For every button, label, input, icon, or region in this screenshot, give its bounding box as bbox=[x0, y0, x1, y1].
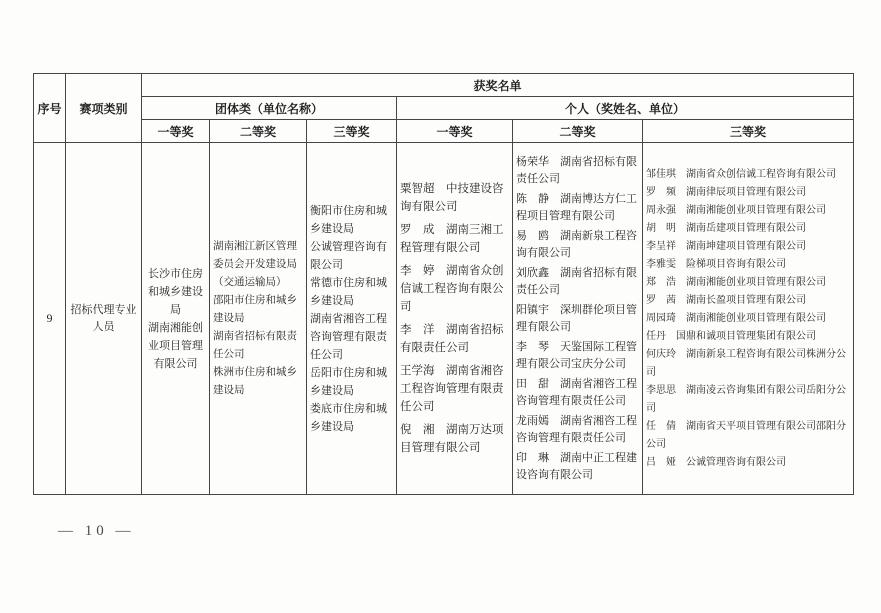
award-entry: 衡阳市住房和城乡建设局 bbox=[310, 204, 387, 235]
award-entry: 李 琴 天鉴国际工程管理有限公司宝庆分公司 bbox=[516, 340, 637, 370]
award-entry: 岳阳市住房和城乡建设局 bbox=[310, 366, 387, 397]
award-entry: 株洲市住房和城乡建设局 bbox=[213, 366, 297, 396]
award-entry: 李呈祥 湖南坤建项目管理有限公司 bbox=[646, 240, 806, 252]
award-entry: 常德市住房和城乡建设局 bbox=[310, 276, 387, 307]
award-entry: 公诚管理咨询有限公司 bbox=[310, 240, 387, 271]
award-entry: 田 甜 湖南省湘咨工程咨询管理有限责任公司 bbox=[516, 377, 637, 407]
award-entry: 罗 频 湖南律辰项目管理有限公司 bbox=[646, 186, 806, 198]
award-entry: 阳镇宇 深圳群伦项目管理有限公司 bbox=[516, 303, 637, 333]
award-entry: 粟智超 中技建设咨询有限公司 bbox=[400, 183, 504, 213]
header-group-first-prize: 一等奖 bbox=[142, 120, 210, 143]
award-entry: 湖南省湘咨工程咨询管理有限责任公司 bbox=[310, 312, 387, 361]
cell-group-third-prize bbox=[307, 143, 397, 495]
award-entry: 王学海 湖南省湘咨工程咨询管理有限责任公司 bbox=[400, 365, 504, 413]
page-number: — 10 — bbox=[58, 523, 135, 539]
award-entry: 邹佳琪 湖南省众创信诚工程咨询有限公司 bbox=[646, 168, 836, 180]
header-individual-first-prize: 一等奖 bbox=[397, 120, 513, 143]
header-group-third-prize: 三等奖 bbox=[307, 120, 397, 143]
award-entry: 郑 浩 湖南湘能创业项目管理有限公司 bbox=[646, 276, 826, 288]
header-individual-second-prize: 二等奖 bbox=[513, 120, 643, 143]
award-entry: 何庆玲 湖南新泉工程咨询有限公司株洲分公司 bbox=[646, 348, 846, 378]
award-entry: 娄底市住房和城乡建设局 bbox=[310, 402, 387, 433]
award-entry: 易 鸥 湖南新泉工程咨询有限公司 bbox=[516, 229, 637, 259]
award-entry: 倪 湘 湖南万达项目管理有限公司 bbox=[400, 424, 504, 454]
cell-individual-third-prize bbox=[643, 143, 854, 495]
award-entry: 印 琳 湖南中正工程建设咨询有限公司 bbox=[516, 451, 637, 481]
award-entry: 刘欣鑫 湖南省招标有限责任公司 bbox=[516, 266, 637, 296]
award-entry: 李雅雯 险梯项目咨询有限公司 bbox=[646, 258, 786, 270]
cell-serial-number: 9 bbox=[34, 143, 66, 495]
award-entry: 邵阳市住房和城乡建设局 bbox=[213, 294, 297, 324]
award-entry: 周永强 湖南湘能创业项目管理有限公司 bbox=[646, 204, 826, 216]
award-entry: 长沙市住房和城乡建设局 bbox=[148, 267, 203, 316]
award-entry: 龙雨嫣 湖南省湘咨工程咨询管理有限责任公司 bbox=[516, 414, 637, 444]
award-entry: 周园琦 湖南湘能创业项目管理有限公司 bbox=[646, 312, 826, 324]
award-entry: 李思思 湖南凌云咨询集团有限公司岳阳分公司 bbox=[646, 384, 846, 414]
header-serial: 序号 bbox=[34, 74, 66, 143]
cell-individual-second-prize bbox=[513, 143, 643, 495]
award-entry: 任丹 国鼎和诚项目管理集团有限公司 bbox=[646, 330, 816, 342]
cell-competition-category: 招标代理专业人员 bbox=[66, 143, 142, 495]
award-entry: 罗 茜 湖南长盈项目管理有限公司 bbox=[646, 294, 806, 306]
award-table bbox=[33, 73, 854, 495]
award-entry: 湖南湘能创业项目管理有限公司 bbox=[148, 321, 203, 370]
header-individual-third-prize: 三等奖 bbox=[643, 120, 854, 143]
cell-individual-first-prize bbox=[397, 143, 513, 495]
header-category: 赛项类别 bbox=[66, 74, 142, 143]
award-entry: 李 婷 湖南省众创信诚工程咨询有限公司 bbox=[400, 265, 504, 313]
award-entry: 胡 明 湖南岳建项目管理有限公司 bbox=[646, 222, 806, 234]
award-entry: 湖南省招标有限责任公司 bbox=[213, 330, 297, 360]
header-group-second-prize: 二等奖 bbox=[210, 120, 307, 143]
header-group-section: 团体类（单位名称） bbox=[142, 97, 397, 120]
award-entry: 罗 成 湖南三湘工程管理有限公司 bbox=[400, 224, 504, 254]
award-entry: 任 倩 湖南省天平项目管理有限公司邵阳分公司 bbox=[646, 420, 846, 450]
award-entry: 杨荣华 湖南省招标有限责任公司 bbox=[516, 155, 637, 185]
cell-group-first-prize bbox=[142, 143, 210, 495]
award-entry: 李 洋 湖南省招标有限责任公司 bbox=[400, 324, 504, 354]
cell-group-second-prize bbox=[210, 143, 307, 495]
award-entry: 吕 娅 公诚管理咨询有限公司 bbox=[646, 456, 786, 468]
award-entry: 陈 静 湖南博达方仁工程项目管理有限公司 bbox=[516, 192, 637, 222]
header-award-list: 获奖名单 bbox=[142, 74, 854, 97]
header-individual-section: 个人（奖姓名、单位） bbox=[397, 97, 854, 120]
award-entry: 湖南湘江新区管理委员会开发建设局（交通运输局） bbox=[213, 240, 297, 288]
